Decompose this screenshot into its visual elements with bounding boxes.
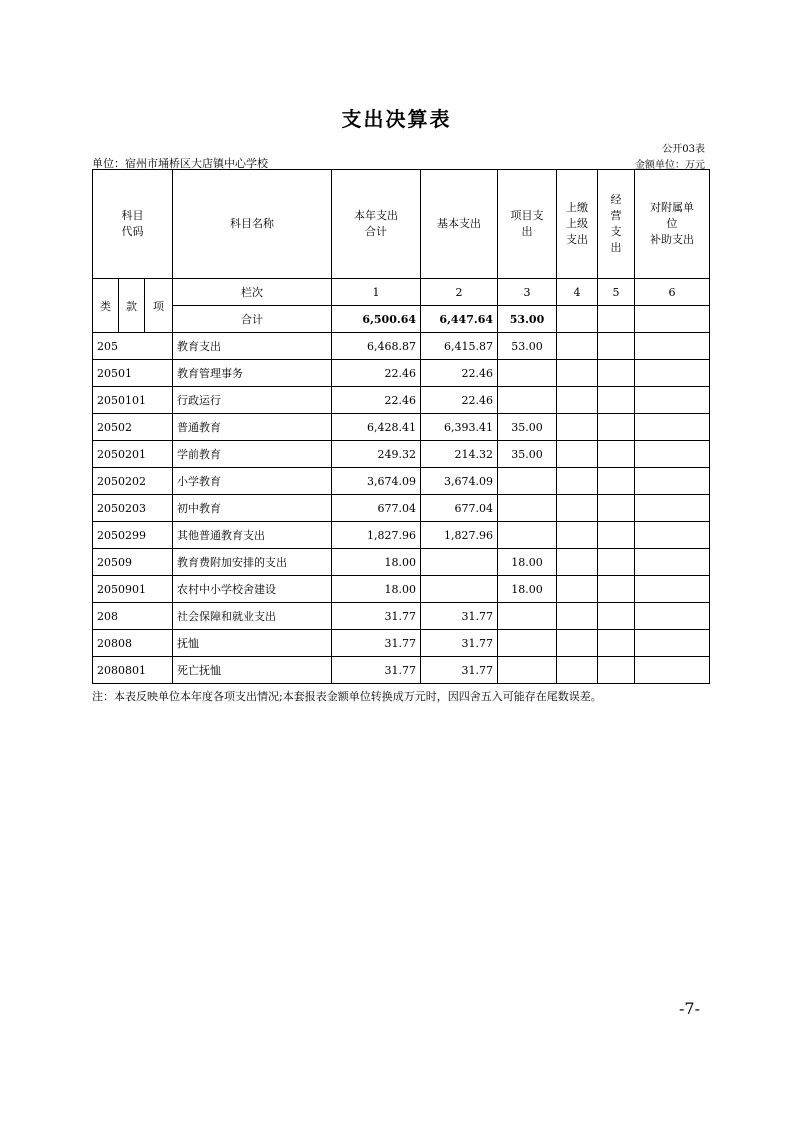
- table-row: [93, 522, 710, 549]
- header-row: [93, 170, 710, 279]
- total-row: [93, 306, 710, 333]
- cell-code: 2050299: [93, 522, 173, 549]
- cell-business: [598, 414, 635, 441]
- cell-basic: [421, 576, 498, 603]
- column-number-row: [93, 279, 710, 306]
- total-project: 53.00: [498, 306, 557, 333]
- cell-basic: 22.46: [421, 360, 498, 387]
- col-num-4: 4: [557, 279, 598, 306]
- total-basic: 6,447.64: [421, 306, 498, 333]
- cell-basic: 1,827.96: [421, 522, 498, 549]
- cell-total: 1,827.96: [332, 522, 421, 549]
- cell-basic: 31.77: [421, 657, 498, 684]
- table-row: [93, 495, 710, 522]
- cell-name: 其他普通教育支出: [173, 522, 332, 549]
- cell-basic: 677.04: [421, 495, 498, 522]
- cell-code: 2050201: [93, 441, 173, 468]
- cell-code: 20501: [93, 360, 173, 387]
- header-basic: [421, 170, 498, 279]
- cell-business: [598, 468, 635, 495]
- cell-business: [598, 387, 635, 414]
- header-basic-text: 基本支出: [437, 217, 482, 230]
- header-subsidiary-text: 对附属单 位 补助支出: [650, 201, 695, 246]
- cell-subsidiary: [635, 630, 710, 657]
- total-label: 合计: [173, 306, 332, 333]
- header-total-text: 本年支出 合计: [354, 209, 399, 238]
- total-subsidiary: [635, 306, 710, 333]
- cell-name: 普通教育: [173, 414, 332, 441]
- cell-code: 2050203: [93, 495, 173, 522]
- cell-upper: [557, 468, 598, 495]
- cell-total: 18.00: [332, 549, 421, 576]
- cell-total: 3,674.09: [332, 468, 421, 495]
- cell-project: [498, 495, 557, 522]
- col-num-1: 1: [332, 279, 421, 306]
- table-row: [93, 441, 710, 468]
- cell-total: 22.46: [332, 387, 421, 414]
- cell-name: 初中教育: [173, 495, 332, 522]
- cell-upper: [557, 495, 598, 522]
- cell-name: 教育费附加安排的支出: [173, 549, 332, 576]
- sub-kuan: 款: [119, 279, 145, 333]
- col-num-3: 3: [498, 279, 557, 306]
- cell-name: 教育管理事务: [173, 360, 332, 387]
- cell-subsidiary: [635, 522, 710, 549]
- cell-code: 2050901: [93, 576, 173, 603]
- cell-basic: 3,674.09: [421, 468, 498, 495]
- header-upper: [557, 170, 598, 279]
- cell-total: 31.77: [332, 657, 421, 684]
- cell-basic: 6,415.87: [421, 333, 498, 360]
- cell-project: [498, 657, 557, 684]
- cell-upper: [557, 522, 598, 549]
- cell-name: 死亡抚恤: [173, 657, 332, 684]
- total-upper: [557, 306, 598, 333]
- cell-code: 20808: [93, 630, 173, 657]
- table-row: [93, 414, 710, 441]
- cell-project: [498, 468, 557, 495]
- header-business-text: 经 营 支 出: [610, 193, 622, 254]
- table-row: [93, 630, 710, 657]
- cell-total: 6,428.41: [332, 414, 421, 441]
- cell-upper: [557, 360, 598, 387]
- cell-business: [598, 522, 635, 549]
- cell-name: 抚恤: [173, 630, 332, 657]
- table-row: [93, 360, 710, 387]
- header-code: [93, 170, 173, 279]
- header-project-text: 项目支 出: [510, 209, 544, 238]
- cell-business: [598, 360, 635, 387]
- cell-subsidiary: [635, 549, 710, 576]
- page-number: -7-: [679, 999, 700, 1018]
- cell-upper: [557, 576, 598, 603]
- cell-total: 249.32: [332, 441, 421, 468]
- cell-basic: 31.77: [421, 603, 498, 630]
- cell-business: [598, 630, 635, 657]
- table-row: [93, 657, 710, 684]
- cell-upper: [557, 549, 598, 576]
- cell-project: 18.00: [498, 576, 557, 603]
- header-business: [598, 170, 635, 279]
- cell-project: [498, 522, 557, 549]
- cell-business: [598, 657, 635, 684]
- cell-upper: [557, 603, 598, 630]
- cell-project: [498, 387, 557, 414]
- cell-name: 小学教育: [173, 468, 332, 495]
- table-row: [93, 333, 710, 360]
- total-amount: 6,500.64: [332, 306, 421, 333]
- cell-subsidiary: [635, 414, 710, 441]
- sub-xiang: 项: [145, 279, 173, 333]
- sub-lanci: 栏次: [173, 279, 332, 306]
- cell-business: [598, 576, 635, 603]
- cell-basic: 31.77: [421, 630, 498, 657]
- cell-project: 53.00: [498, 333, 557, 360]
- col-num-6: 6: [635, 279, 710, 306]
- cell-code: 20509: [93, 549, 173, 576]
- cell-upper: [557, 387, 598, 414]
- header-upper-text: 上缴 上级 支出: [566, 201, 589, 246]
- footnote: 注：本表反映单位本年度各项支出情况;本套报表金额单位转换成万元时，因四舍五入可能存在尾数误差。: [92, 690, 602, 703]
- cell-total: 22.46: [332, 360, 421, 387]
- cell-business: [598, 333, 635, 360]
- cell-subsidiary: [635, 387, 710, 414]
- cell-name: 学前教育: [173, 441, 332, 468]
- cell-upper: [557, 630, 598, 657]
- header-name-text: 科目名称: [230, 217, 275, 230]
- col-num-5: 5: [598, 279, 635, 306]
- cell-business: [598, 495, 635, 522]
- unit-label: 单位：宿州市埇桥区大店镇中心学校: [92, 157, 268, 170]
- cell-basic: 214.32: [421, 441, 498, 468]
- cell-subsidiary: [635, 333, 710, 360]
- cell-business: [598, 603, 635, 630]
- cell-code: 2050202: [93, 468, 173, 495]
- cell-project: [498, 360, 557, 387]
- cell-name: 农村中小学校舍建设: [173, 576, 332, 603]
- cell-upper: [557, 441, 598, 468]
- cell-subsidiary: [635, 657, 710, 684]
- money-unit-label: 金额单位：万元: [635, 160, 705, 171]
- cell-code: 208: [93, 603, 173, 630]
- header-code-text: 科目 代码: [121, 209, 144, 238]
- cell-total: 31.77: [332, 603, 421, 630]
- table-row: [93, 387, 710, 414]
- cell-project: [498, 630, 557, 657]
- cell-upper: [557, 657, 598, 684]
- cell-project: 35.00: [498, 441, 557, 468]
- cell-subsidiary: [635, 468, 710, 495]
- cell-code: 205: [93, 333, 173, 360]
- expenditure-table: [92, 169, 710, 684]
- cell-upper: [557, 414, 598, 441]
- cell-basic: 6,393.41: [421, 414, 498, 441]
- cell-total: 31.77: [332, 630, 421, 657]
- table-row: [93, 468, 710, 495]
- cell-code: 20502: [93, 414, 173, 441]
- page-title: 支出决算表: [341, 107, 452, 131]
- cell-basic: [421, 549, 498, 576]
- cell-code: 2050101: [93, 387, 173, 414]
- table-row: [93, 576, 710, 603]
- cell-business: [598, 549, 635, 576]
- cell-project: 35.00: [498, 414, 557, 441]
- cell-project: [498, 603, 557, 630]
- table-row: [93, 549, 710, 576]
- total-business: [598, 306, 635, 333]
- cell-code: 2080801: [93, 657, 173, 684]
- cell-name: 教育支出: [173, 333, 332, 360]
- cell-upper: [557, 333, 598, 360]
- cell-total: 6,468.87: [332, 333, 421, 360]
- cell-subsidiary: [635, 495, 710, 522]
- cell-name: 行政运行: [173, 387, 332, 414]
- cell-business: [598, 441, 635, 468]
- header-project: [498, 170, 557, 279]
- form-number: 公开03表: [662, 144, 705, 155]
- cell-subsidiary: [635, 360, 710, 387]
- cell-subsidiary: [635, 576, 710, 603]
- header-total: [332, 170, 421, 279]
- sub-lei: 类: [93, 279, 119, 333]
- header-subsidiary: [635, 170, 710, 279]
- table-row: [93, 603, 710, 630]
- cell-total: 18.00: [332, 576, 421, 603]
- cell-subsidiary: [635, 441, 710, 468]
- cell-subsidiary: [635, 603, 710, 630]
- cell-project: 18.00: [498, 549, 557, 576]
- header-name: [173, 170, 332, 279]
- cell-name: 社会保障和就业支出: [173, 603, 332, 630]
- cell-basic: 22.46: [421, 387, 498, 414]
- cell-total: 677.04: [332, 495, 421, 522]
- col-num-2: 2: [421, 279, 498, 306]
